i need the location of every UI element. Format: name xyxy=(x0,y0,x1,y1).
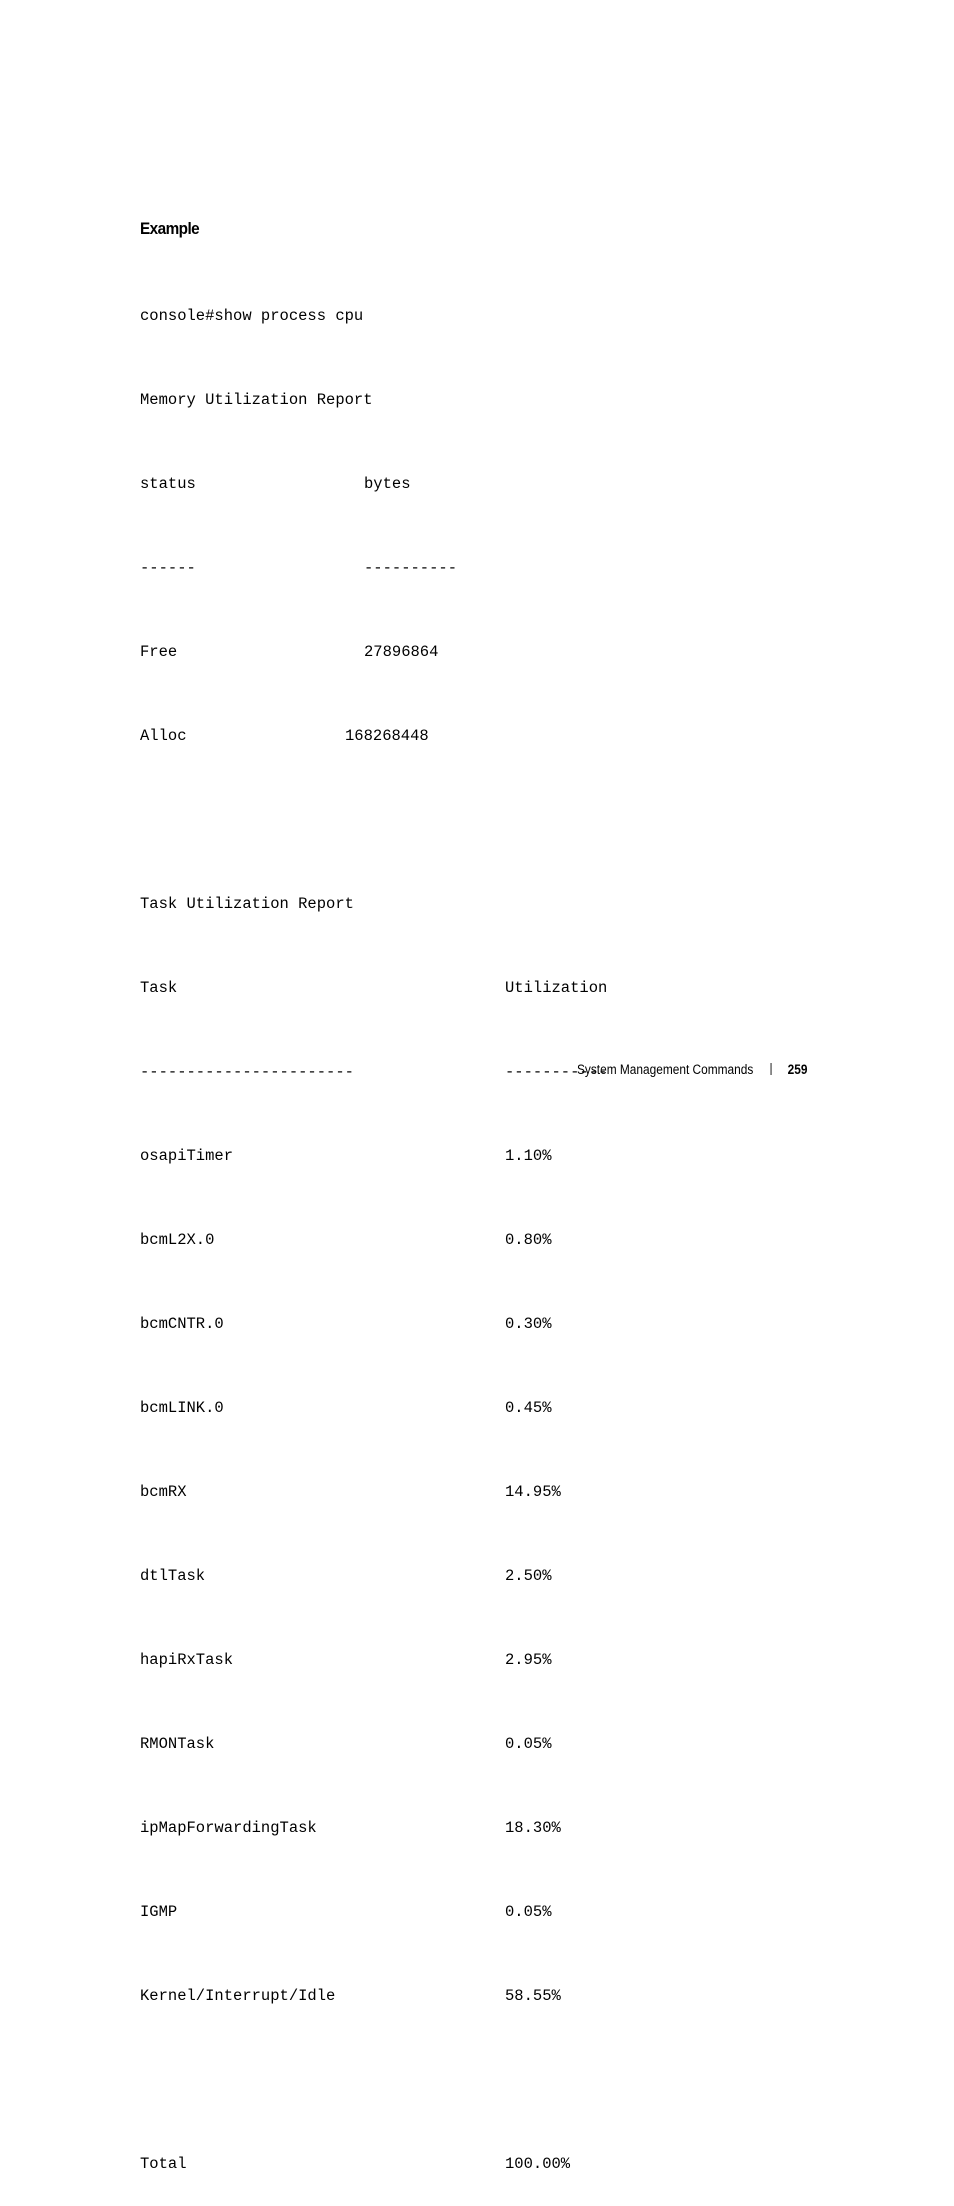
task-name: RMONTask xyxy=(140,1735,215,1753)
memory-report-header xyxy=(140,470,740,498)
task-row xyxy=(140,1814,740,1842)
task-utilization: 0.80% xyxy=(505,1231,552,1249)
task-name: bcmL2X.0 xyxy=(140,1231,215,1249)
header-bytes: bytes xyxy=(364,475,411,493)
task-total-row xyxy=(140,2150,740,2178)
section-heading: Example xyxy=(140,219,200,238)
blank-line xyxy=(140,806,740,834)
task-row xyxy=(140,1646,740,1674)
task-utilization: 0.45% xyxy=(505,1399,552,1417)
header-task: Task xyxy=(140,979,178,997)
task-utilization: 14.95% xyxy=(505,1483,561,1501)
task-row xyxy=(140,1394,740,1422)
task-utilization: 18.30% xyxy=(505,1819,561,1837)
page-footer xyxy=(577,1061,807,1079)
task-utilization: 58.55% xyxy=(505,1987,561,2005)
cli-output-block xyxy=(140,246,740,2206)
footer-separator xyxy=(771,1063,772,1075)
task-utilization: 0.30% xyxy=(505,1315,552,1333)
task-report-dashes: ----------------------- ----------- xyxy=(140,1063,608,1081)
task-row xyxy=(140,1982,740,2010)
header-status: status xyxy=(140,475,196,493)
header-utilization: Utilization xyxy=(505,979,608,997)
task-row xyxy=(140,1898,740,1926)
task-name: bcmLINK.0 xyxy=(140,1399,224,1417)
task-name: ipMapForwardingTask xyxy=(140,1819,317,1837)
task-name: bcmCNTR.0 xyxy=(140,1315,224,1333)
blank-line xyxy=(140,2066,740,2094)
task-name: hapiRxTask xyxy=(140,1651,234,1669)
task-name: Kernel/Interrupt/Idle xyxy=(140,1987,336,2005)
memory-status: Alloc xyxy=(140,727,187,745)
task-utilization: 2.50% xyxy=(505,1567,552,1585)
command-line xyxy=(140,302,740,330)
page-number: 259 xyxy=(787,1062,808,1077)
command-text: console#show process cpu xyxy=(140,307,364,325)
task-name: dtlTask xyxy=(140,1567,206,1585)
memory-row xyxy=(140,722,740,750)
task-row xyxy=(140,1562,740,1590)
memory-bytes: 27896864 xyxy=(364,643,439,661)
task-row xyxy=(140,1730,740,1758)
memory-bytes: 168268448 xyxy=(345,727,429,745)
task-row xyxy=(140,1226,740,1254)
memory-report-dashes: ------ ---------- xyxy=(140,559,458,577)
task-row xyxy=(140,1142,740,1170)
task-row xyxy=(140,1310,740,1338)
memory-status: Free xyxy=(140,643,178,661)
task-row xyxy=(140,1478,740,1506)
memory-row xyxy=(140,638,740,666)
task-utilization: 1.10% xyxy=(505,1147,552,1165)
task-utilization: 2.95% xyxy=(505,1651,552,1669)
total-label: Total xyxy=(140,2155,187,2173)
task-name: bcmRX xyxy=(140,1483,187,1501)
task-report-header xyxy=(140,974,740,1002)
total-utilization: 100.00% xyxy=(505,2155,571,2173)
footer-section-title: System Management Commands xyxy=(577,1062,754,1077)
task-name: IGMP xyxy=(140,1903,178,1921)
task-name: osapiTimer xyxy=(140,1147,234,1165)
task-report-title: Task Utilization Report xyxy=(140,895,354,913)
task-utilization: 0.05% xyxy=(505,1735,552,1753)
task-utilization: 0.05% xyxy=(505,1903,552,1921)
memory-report-title: Memory Utilization Report xyxy=(140,391,373,409)
